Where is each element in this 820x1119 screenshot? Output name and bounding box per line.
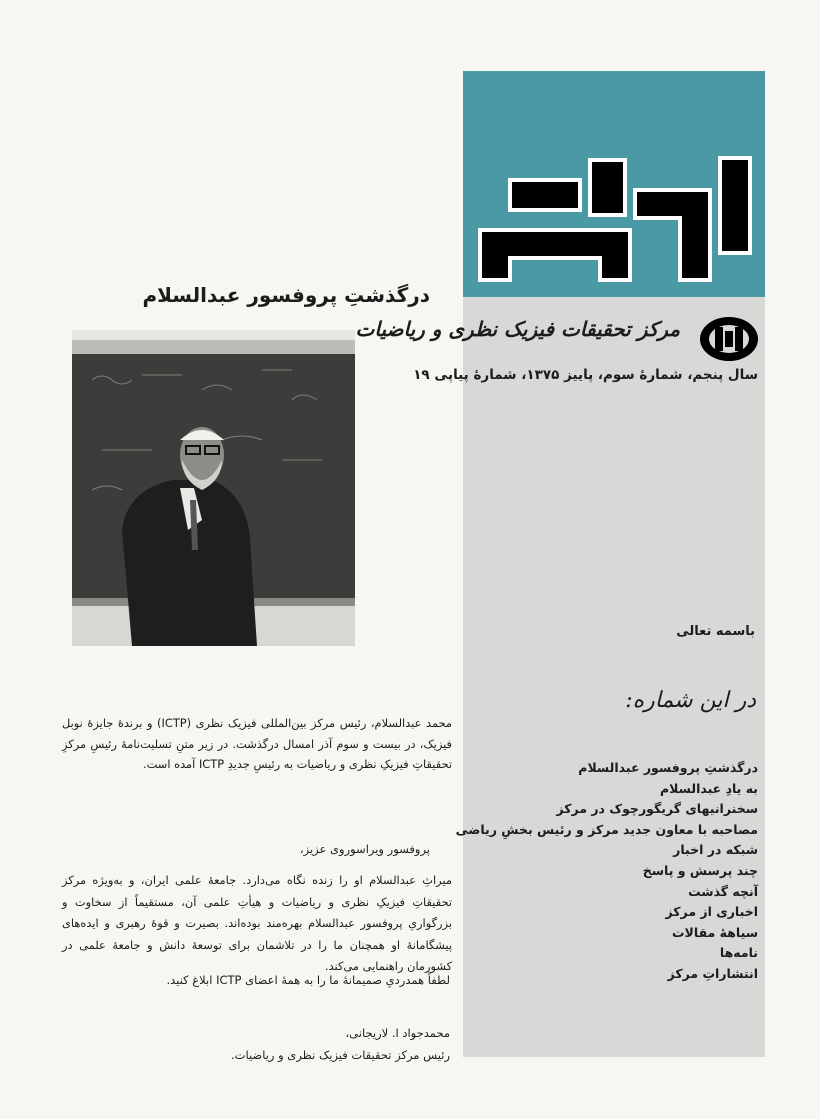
toc-item: چند پرسش و پاسخ [642, 862, 758, 878]
toc-item: شبکه در اخبار [673, 842, 758, 858]
toc-item: انتشاراتِ مرکز [667, 965, 758, 981]
signature-role: رئیس مرکز تحقیقات فیزیک نظری و ریاضیات. [230, 1048, 450, 1062]
basmala: باسمه تعالی [676, 624, 755, 639]
toc-heading: در این شماره: [625, 688, 756, 713]
letter-closing: لطفاً همدردیِ صمیمانهٔ ما را به همهٔ اعضای ICTP ابلاغ کنید. [166, 973, 450, 987]
toc-item: نامه‌ها [719, 945, 758, 961]
toc-item: درگذشتِ پروفسور عبدالسلام [578, 760, 758, 775]
organization-name: مرکز تحقیقات فیزیک نظری و ریاضیات [355, 317, 680, 341]
toc-item: به یادِ عبدالسلام [660, 780, 758, 796]
signature-name: محمدجواد ا. لاریجانی، [345, 1026, 450, 1040]
intro-paragraph: محمد عبدالسلام، رئیس مرکز بین‌المللی فیزیک نظری (ICTP) و برندهٔ جایزهٔ نوبل فیزیک، در بیست و سوم آذر امسال درگذشت. در زیر متنِ تسلیت‌نامهٔ رئیسِ مرکزِ تحقیقاتِ فیزیکِ نظری و ریاضیات به رئیسِ جدیدِ ICTP آمده است. [62, 716, 452, 771]
letter-body: میراثِ عبدالسلام او را زنده نگاه می‌دارد. جامعهٔ علمی ایران، و به‌ویژه مرکز تحقیقاتِ فیزیکِ نظری و ریاضیات و هیأتِ علمی آن، مستقیماً از سخاوت و بزرگواریِ پروفسور عبدالسلام بهره‌مند بوده‌اند. بصیرت و قوهٔ رهبری و ایده‌های پیشگامانهٔ او همچنان ما را در تلاشمان برای توسعهٔ دانش و جامعهٔ علمی در کشورمان راهنمایی می‌کند. [62, 873, 452, 973]
organization-row [355, 315, 760, 365]
letter-salutation: پروفسور ویراسوروی عزیز، [299, 842, 430, 856]
issue-info: سال پنجم، شمارهٔ سوم، پاییز ۱۳۷۵، شمارهٔ پیاپی ۱۹ [413, 367, 758, 383]
toc-item: اخباری از مرکز [665, 904, 758, 920]
portrait-photo [72, 330, 355, 646]
table-of-contents [456, 758, 758, 985]
toc-item: سیاههٔ مقالات [672, 924, 758, 940]
article-title: درگذشتِ پروفسور عبدالسلام [142, 283, 430, 307]
institute-emblem-icon [698, 315, 760, 363]
toc-item: آنچه گذشت [688, 883, 758, 899]
toc-item: مصاحبه با معاون جدید مرکز و رئیس بخشِ ریاضی [455, 821, 758, 837]
akhbar-logo [470, 150, 760, 295]
toc-item: سخنرانیهای گریگورچوک در مرکز [556, 801, 758, 817]
